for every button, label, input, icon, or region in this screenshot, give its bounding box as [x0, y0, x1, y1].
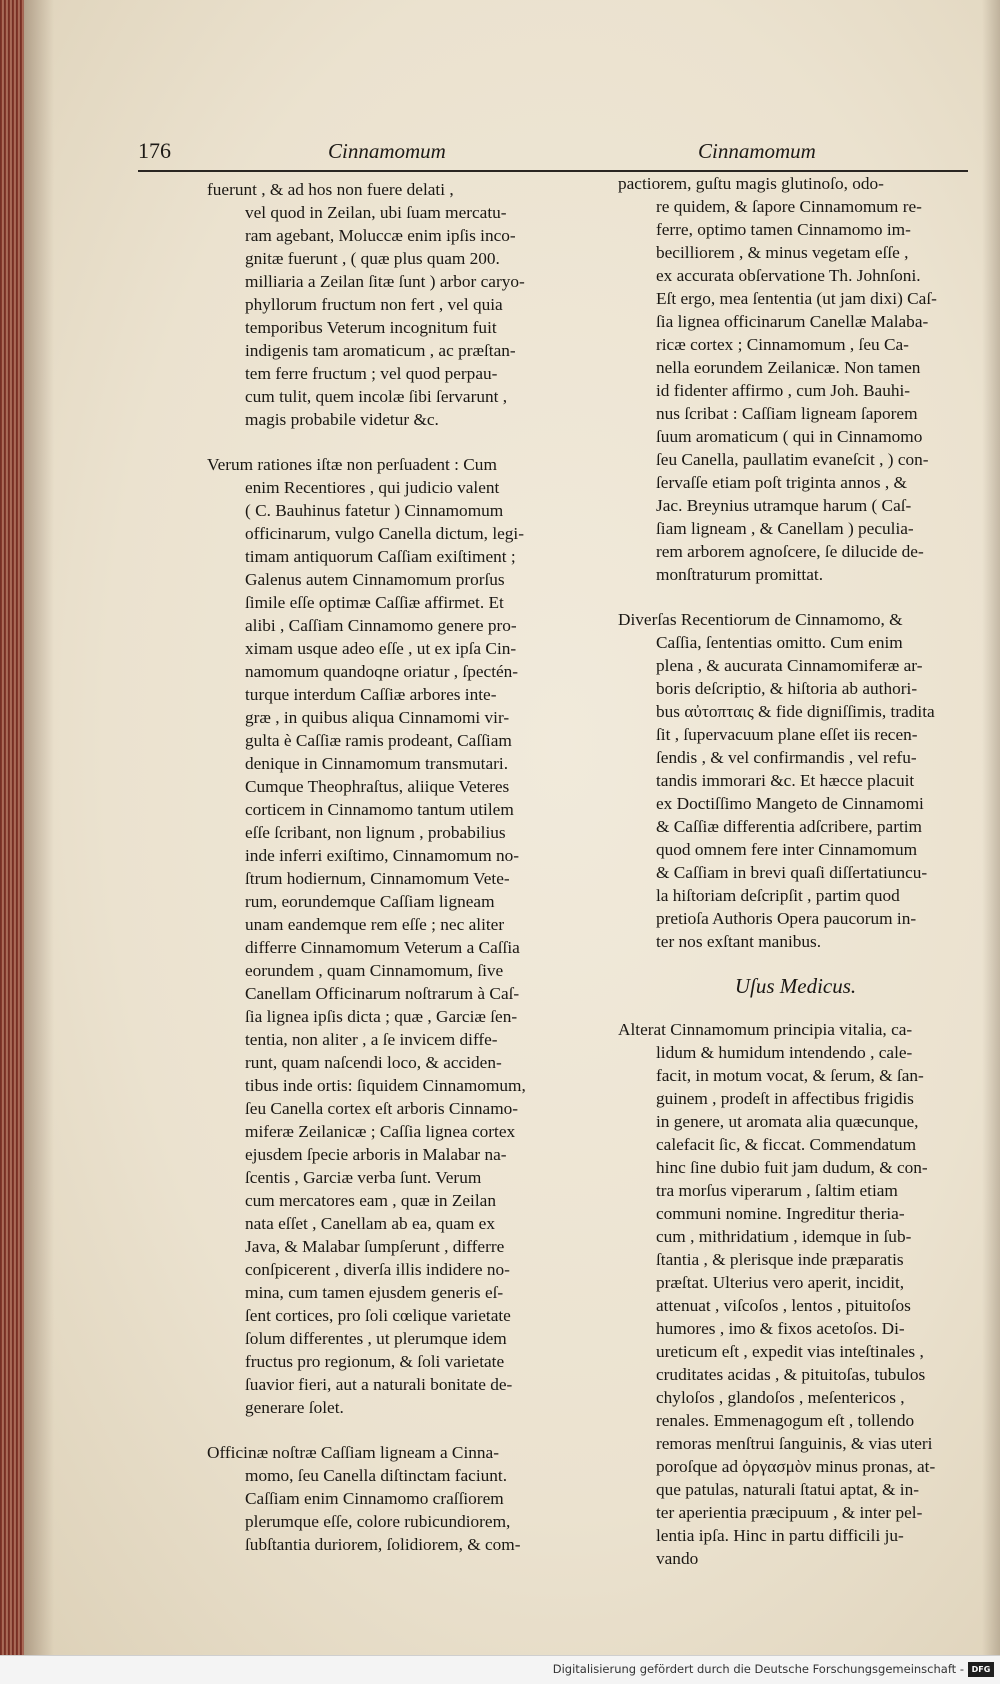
text-line: tem ferre fructum ; vel quod perpau- [245, 364, 498, 383]
text-line: ferre, optimo tamen Cinnamomo im- [656, 220, 911, 239]
text-line: Jac. Breynius utramque harum ( Caſ- [656, 496, 912, 515]
text-line: unam eandemque rem eſſe ; nec aliter [245, 915, 505, 934]
text-line: temporibus Veterum incognitum fuit [245, 318, 497, 337]
text-line: tra morſus viperarum , ſaltim etiam [656, 1181, 898, 1200]
text-line: fuerunt , & ad hos non fuere delati , [207, 180, 454, 199]
text-line: miferæ Zeilanicæ ; Caſſia lignea cortex [245, 1122, 516, 1141]
text-line: cruditates acidas , & pituitoſas, tubulos [656, 1365, 926, 1384]
text-line: Officinæ noſtræ Caſſiam ligneam a Cinna- [207, 1443, 499, 1462]
text-line: timam antiquorum Caſſiam exiſtiment ; [245, 547, 516, 566]
text-line: ſendis , & vel confirmandis , vel refu- [656, 748, 917, 767]
paragraph [207, 453, 577, 1419]
text-line: calefacit ſic, & ficcat. Commendatum [656, 1135, 917, 1154]
text-line: Eſt ergo, mea ſententia (ut jam dixi) Caſ- [656, 289, 937, 308]
text-line: ſolum differentes , ut plerumque idem [245, 1329, 507, 1348]
text-line: græ , in quibus aliqua Cinnamomi vir- [245, 708, 510, 727]
section-heading: Uſus Medicus. [734, 974, 857, 998]
text-line: lentia ipſa. Hinc in partu difficili ju- [656, 1526, 904, 1545]
text-line: chyloſos , glandoſos , meſentericos , [656, 1388, 905, 1407]
text-line: & Caſſiæ differentia adſcribere, partim [656, 817, 923, 836]
text-line: ſimile eſſe optimæ Caſſiæ affirmet. Et [245, 593, 504, 612]
text-line: gnitæ fuerunt , ( quæ plus quam 200. [245, 249, 500, 268]
text-line: cum mercatores eam , quæ in Zeilan [245, 1191, 496, 1210]
text-line: hinc ſine dubio fuit jam dudum, & con- [656, 1158, 928, 1177]
text-line: pactiorem, guſtu magis glutinoſo, odo- [618, 174, 884, 193]
text-line: communi nomine. Ingreditur theria- [656, 1204, 905, 1223]
text-line: plena , & aucurata Cinnamomiferæ ar- [656, 656, 923, 675]
text-line: la hiſtoriam deſcripſit , partim quod [656, 886, 900, 905]
text-line: runt, quam naſcendi loco, & acciden- [245, 1053, 502, 1072]
text-line: Cumque Theophraſtus, aliique Veteres [245, 777, 510, 796]
text-line: præſtat. Ulterius vero aperit, incidit, [656, 1273, 905, 1292]
text-line: ſeu Canella, paullatim evaneſcit , ) con- [656, 450, 929, 469]
text-line: phyllorum fructum non fert , vel quia [245, 295, 503, 314]
text-line: nella eorundem Zeilanicæ. Non tamen [656, 358, 921, 377]
text-line: gulta è Caſſiæ ramis prodeant, Caſſiam [245, 731, 512, 750]
text-line: rum, eorundemque Caſſiam ligneam [245, 892, 495, 911]
text-line: nus ſcribat : Caſſiam ligneam ſaporem [656, 404, 918, 423]
text-line: magis probabile videtur &c. [245, 410, 439, 429]
text-line: fructus pro regionum, & ſoli varietate [245, 1352, 505, 1371]
text-line: ſubſtantia duriorem, ſolidiorem, & com- [245, 1535, 521, 1554]
gutter-shadow [24, 0, 54, 1655]
text-line: ſuavior fieri, aut a naturali bonitate de- [245, 1375, 513, 1394]
text-line: denique in Cinnamomum transmutari. [245, 754, 509, 773]
paragraph [207, 1441, 577, 1556]
text-line: Canellam Officinarum noſtrarum à Caſ- [245, 984, 520, 1003]
text-line: Verum rationes iſtæ non perſuadent : Cum [207, 455, 497, 474]
text-line: ſia lignea ipſis dicta ; quæ , Garciæ ſen- [245, 1007, 518, 1026]
text-line: lidum & humidum intendendo , cale- [656, 1043, 913, 1062]
text-line: ſent cortices, pro ſoli cœlique varietate [245, 1306, 511, 1325]
text-line: ureticum eſt , expedit vias inteſtinales , [656, 1342, 924, 1361]
text-line: indigenis tam aromaticum , ac præſtan- [245, 341, 516, 360]
text-line: re quidem, & ſapore Cinnamomum re- [656, 197, 922, 216]
text-line: ſcentis , Garciæ verba ſunt. Verum [245, 1168, 482, 1187]
dfg-logo: DFG [968, 1662, 994, 1677]
text-line: tibus inde ortis: ſiquidem Cinnamomum, [245, 1076, 526, 1095]
text-line: namomum quandoqne oriatur , ſpectén- [245, 662, 519, 681]
text-line: in genere, ut aromata alia quæcunque, [656, 1112, 919, 1131]
text-line: enim Recentiores , qui judicio valent [245, 478, 500, 497]
text-line: id fidenter affirmo , cum Joh. Bauhi- [656, 381, 911, 400]
running-title-left: Cinnamomum [328, 139, 446, 163]
text-line: alibi , Caſſiam Cinnamomo genere pro- [245, 616, 517, 635]
text-line: quod omnem fere inter Cinnamomum [656, 840, 918, 859]
page-number: 176 [138, 138, 171, 163]
text-line: ſit , ſupervacuum plane eſſet iis recen- [656, 725, 918, 744]
text-line: corticem in Cinnamomo tantum utilem [245, 800, 514, 819]
paragraph [618, 608, 973, 953]
text-line: facit, in motum vocat, & ſerum, & ſan- [656, 1066, 924, 1085]
text-line: ximam usque adeo eſſe , ut ex ipſa Cin- [245, 639, 517, 658]
text-line: remoras menſtrui ſanguinis, & vias uteri [656, 1434, 933, 1453]
text-line: attenuat , viſcoſos , lentos , pituitoſos [656, 1296, 911, 1315]
text-line: becilliorem , & minus vegetam eſſe , [656, 243, 909, 262]
text-line: poroſque ad ὀργασμὸν minus pronas, at- [656, 1457, 936, 1476]
text-line: mina, cum tamen ejusdem generis eſ- [245, 1283, 504, 1302]
text-line: cum tulit, quem incolæ ſibi ſervarunt , [245, 387, 508, 406]
left-column [207, 178, 577, 1556]
text-line: tandis immorari &c. Et hæcce placuit [656, 771, 915, 790]
text-line: Caſſiam enim Cinnamomo craſſiorem [245, 1489, 504, 1508]
text-line: humores , imo & fixos acetoſos. Di- [656, 1319, 905, 1338]
text-line: rem arborem agnoſcere, ſe dilucide de- [656, 542, 924, 561]
text-line: ſervaſſe etiam poſt triginta annos , & [656, 473, 907, 492]
paragraph [207, 178, 577, 431]
text-line: turque interdum Caſſiæ arbores inte- [245, 685, 497, 704]
book-edge [0, 0, 24, 1655]
text-line: Caſſia, ſententias omitto. Cum enim [656, 633, 903, 652]
text-line: tentia, non aliter , a ſe invicem diffe- [245, 1030, 498, 1049]
text-line: milliaria a Zeilan ſitæ ſunt ) arbor caryo- [245, 272, 525, 291]
text-line: ſeu Canella cortex eſt arboris Cinnamo- [245, 1099, 519, 1118]
text-line: ex Doctiſſimo Mangeto de Cinnamomi [656, 794, 924, 813]
text-line: renales. Emmenagogum eſt , tollendo [656, 1411, 915, 1430]
footer-bar [0, 1655, 1000, 1684]
text-line: officinarum, vulgo Canella dictum, legi- [245, 524, 524, 543]
text-line: differre Cinnamomum Veterum a Caſſia [245, 938, 520, 957]
running-title-right: Cinnamomum [698, 139, 816, 163]
funding-credit: Digitalisierung gefördert durch die Deutsche Forschungsgemeinschaft - [552, 1662, 964, 1676]
text-line: vel quod in Zeilan, ubi ſuam mercatu- [245, 203, 507, 222]
text-line: bus αὐτοπταις & fide digniſſimis, tradita [656, 702, 935, 721]
text-line: pretioſa Authoris Opera paucorum in- [656, 909, 917, 928]
paragraph [618, 172, 973, 586]
text-line: inde inferri exiſtimo, Cinnamomum no- [245, 846, 520, 865]
text-line: ram agebant, Moluccæ enim ipſis inco- [245, 226, 516, 245]
text-line: ſtrum hodiernum, Cinnamomum Vete- [245, 869, 510, 888]
text-line: plerumque eſſe, colore rubicundiorem, [245, 1512, 511, 1531]
text-line: Java, & Malabar ſumpſerunt , differre [245, 1237, 505, 1256]
text-line: boris deſcriptio, & hiſtoria ab authori- [656, 679, 918, 698]
text-line: eſſe ſcribant, non lignum , probabilius [245, 823, 506, 842]
text-line: cum , mithridatium , idemque in ſub- [656, 1227, 912, 1246]
text-line: Alterat Cinnamomum principia vitalia, ca- [618, 1020, 913, 1039]
paragraph [618, 1018, 973, 1570]
text-line: conſpicerent , diverſa illis indidere no- [245, 1260, 510, 1279]
text-line: vando [656, 1549, 699, 1568]
text-line: ricæ cortex ; Cinnamomum , ſeu Ca- [656, 335, 909, 354]
text-line: guinem , prodeſt in affectibus frigidis [656, 1089, 914, 1108]
text-line: ( C. Bauhinus fatetur ) Cinnamomum [245, 501, 504, 520]
text-line: nata eſſet , Canellam ab ea, quam ex [245, 1214, 495, 1233]
text-line: generare ſolet. [245, 1398, 344, 1417]
text-line: ter nos exſtant manibus. [656, 932, 822, 951]
text-line: que patulas, naturali ſtatui aptat, & in- [656, 1480, 919, 1499]
text-line: ſtantia , & plerisque inde præparatis [656, 1250, 904, 1269]
text-line: momo, ſeu Canella diſtinctam faciunt. [245, 1466, 508, 1485]
text-line: Diverſas Recentiorum de Cinnamomo, & [618, 610, 903, 629]
text-line: & Caſſiam in brevi quaſi diſſertatiuncu- [656, 863, 928, 882]
text-line: ſia lignea officinarum Canellæ Malaba- [656, 312, 929, 331]
text-line: ſuum aromaticum ( qui in Cinnamomo [656, 427, 923, 446]
text-line: ſiam ligneam , & Canellam ) peculia- [656, 519, 914, 538]
running-header [138, 138, 968, 172]
text-line: Galenus autem Cinnamomum prorſus [245, 570, 505, 589]
text-line: eorundem , quam Cinnamomum, ſive [245, 961, 504, 980]
text-line: ter aperientia præcipuum , & inter pel- [656, 1503, 923, 1522]
right-column [618, 172, 973, 1570]
edge-shadow [982, 0, 1000, 1655]
text-line: monſtraturum promittat. [656, 565, 824, 584]
text-line: ejusdem ſpecie arboris in Malabar na- [245, 1145, 507, 1164]
text-line: ex accurata obſervatione Th. Johnſoni. [656, 266, 921, 285]
